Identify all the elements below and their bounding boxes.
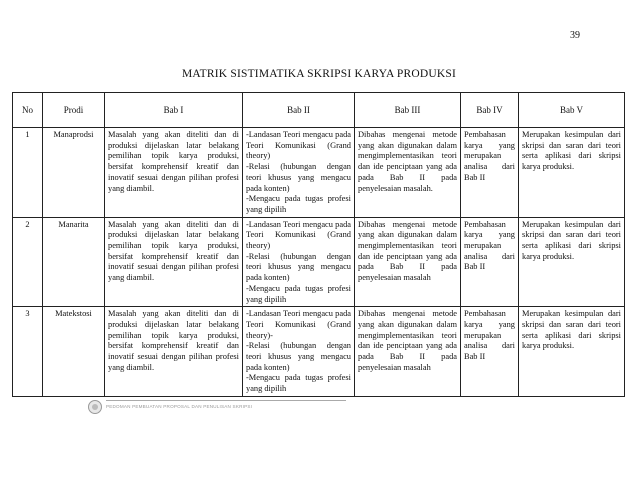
footer-divider — [106, 400, 346, 401]
matrix-table — [12, 92, 625, 397]
cell-bab-4: Pembahasan karya yang merupakan analisa dari Bab II — [461, 128, 519, 218]
cell-prodi: Manaprodsi — [43, 128, 105, 218]
cell-prodi: Matekstosi — [43, 307, 105, 397]
cell-bab-5: Merupakan kesimpulan dari skripsi dan saran dari teori serta aplikasi dari skripsi karya produksi. — [519, 217, 625, 307]
header-no: No — [13, 93, 43, 128]
header-bab-3: Bab III — [355, 93, 461, 128]
cell-bab-5: Merupakan kesimpulan dari skripsi dan saran dari teori serta aplikasi dari skripsi karya produksi. — [519, 128, 625, 218]
cell-bab-3: Dibahas mengenai metode yang akan digunakan dalam mengimplementasikan teori dan ide penciptaan yang ada pada Bab II pada penyelesaian masalah — [355, 307, 461, 397]
cell-bab-3: Dibahas mengenai metode yang akan digunakan dalam mengimplementasikan teori dan ide penciptaan yang ada pada Bab II pada penyelesaian masalah. — [355, 128, 461, 218]
cell-bab-1: Masalah yang akan diteliti dan di produksi dijelaskan latar belakang pemilihan topik karya produksi, bersifat komprehensif kreatif dan inovatif sesuai dengan pilihan profesi yang diambil. — [105, 307, 243, 397]
cell-bab-5: Merupakan kesimpulan dari skripsi dan saran dari teori serta aplikasi dari skripsi karya produksi. — [519, 307, 625, 397]
table-row — [13, 128, 625, 218]
table-row — [13, 217, 625, 307]
cell-bab-4: Pembahasan karya yang merupakan analisa dari Bab II — [461, 307, 519, 397]
header-bab-5: Bab V — [519, 93, 625, 128]
cell-bab-1: Masalah yang akan diteliti dan di produksi dijelaskan latar belakang pemilihan topik karya produksi, bersifat komprehensif kreatif dan inovatif sesuai dengan pilihan profesi yang diambil. — [105, 217, 243, 307]
cell-no: 2 — [13, 217, 43, 307]
header-prodi: Prodi — [43, 93, 105, 128]
footer-text: PEDOMAN PEMBUATAN PROPOSAL DAN PENULISAN SKRIPSI — [106, 404, 253, 409]
page-footer — [88, 399, 346, 415]
cell-no: 1 — [13, 128, 43, 218]
cell-bab-2: -Landasan Teori mengacu pada Teori Komunikasi (Grand theory) -Relasi (hubungan dengan teori khusus yang mengacu pada konten) -Mengacu pada tugas profesi yang dipilih — [243, 217, 355, 307]
cell-prodi: Manarita — [43, 217, 105, 307]
cell-bab-4: Pembahasan karya yang merupakan analisa dari Bab II — [461, 217, 519, 307]
page-number: 39 — [570, 30, 580, 41]
table-header-row — [13, 93, 625, 128]
university-seal-icon — [88, 400, 102, 414]
header-bab-4: Bab IV — [461, 93, 519, 128]
cell-bab-2: -Landasan Teori mengacu pada Teori Komunikasi (Grand theory)- -Relasi (hubungan dengan teori khusus yang mengacu pada konten) -Mengacu pada tugas profesi yang dipilih — [243, 307, 355, 397]
table-row — [13, 307, 625, 397]
cell-bab-1: Masalah yang akan diteliti dan di produksi dijelaskan latar belakang pemilihan topik karya produksi, bersifat komprehensif kreatif dan inovatif sesuai dengan pilihan profesi yang diambil. — [105, 128, 243, 218]
cell-bab-3: Dibahas mengenai metode yang akan digunakan dalam mengimplementasikan teori dan ide penciptaan yang ada pada Bab II pada penyelesaian masalah — [355, 217, 461, 307]
page-title: MATRIK SISTIMATIKA SKRIPSI KARYA PRODUKSI — [181, 68, 457, 80]
cell-bab-2: -Landasan Teori mengacu pada Teori Komunikasi (Grand theory) -Relasi (hubungan dengan teori khusus yang mengacu pada konten) -Mengacu pada tugas profesi yang dipilih — [243, 128, 355, 218]
header-bab-1: Bab I — [105, 93, 243, 128]
cell-no: 3 — [13, 307, 43, 397]
header-bab-2: Bab II — [243, 93, 355, 128]
